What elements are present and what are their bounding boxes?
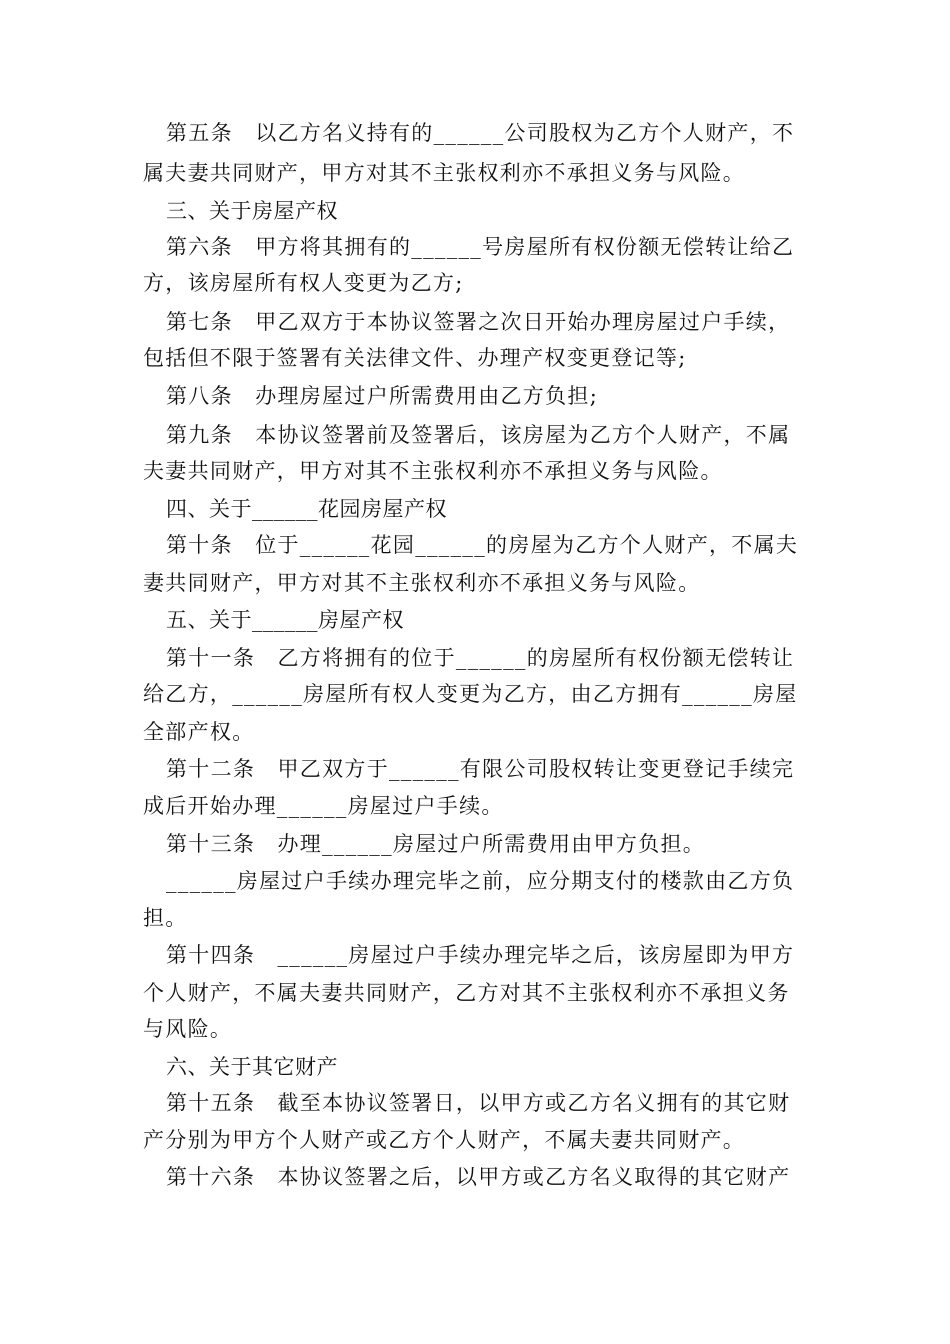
doc-line-article-13: 第十三条 办理______房屋过户所需费用由甲方负担。 xyxy=(166,832,706,856)
doc-line-article-15-cont: 产分别为甲方个人财产或乙方个人财产，不属夫妻共同财产。 xyxy=(143,1128,746,1152)
doc-line-article-7: 第七条 甲乙双方于本协议签署之次日开始办理房屋过户手续， xyxy=(166,310,791,334)
doc-line-article-7-cont: 包括但不限于签署有关法律文件、办理产权变更登记等; xyxy=(143,346,687,370)
doc-line-article-5: 第五条 以乙方名义持有的______公司股权为乙方个人财产，不 xyxy=(166,121,795,145)
doc-line-installment-end: 担。 xyxy=(143,906,188,930)
doc-line-article-14-cont: 个人财产，不属夫妻共同财产，乙方对其不主张权利亦不承担义务 xyxy=(143,981,790,1005)
section-heading-house: 五、关于______房屋产权 xyxy=(166,608,404,632)
doc-line-article-5-cont: 属夫妻共同财产，甲方对其不主张权利亦不承担义务与风险。 xyxy=(143,161,746,185)
doc-line-article-9-cont: 夫妻共同财产，甲方对其不主张权利亦不承担义务与风险。 xyxy=(143,459,723,483)
doc-line-article-12: 第十二条 甲乙双方于______有限公司股权转让变更登记手续完 xyxy=(166,757,795,781)
doc-line-article-10-cont: 妻共同财产，甲方对其不主张权利亦不承担义务与风险。 xyxy=(143,571,701,595)
doc-line-article-14: 第十四条 ______房屋过户手续办理完毕之后，该房屋即为甲方 xyxy=(166,943,795,967)
doc-line-article-16: 第十六条 本协议签署之后，以甲方或乙方名义取得的其它财产 xyxy=(166,1165,791,1189)
doc-line-article-8: 第八条 办理房屋过户所需费用由乙方负担; xyxy=(166,384,599,408)
doc-line-article-12-cont: 成后开始办理______房屋过户手续。 xyxy=(143,794,504,818)
doc-line-installment: ______房屋过户手续办理完毕之前，应分期支付的楼款由乙方负 xyxy=(166,869,795,893)
doc-line-article-15: 第十五条 截至本协议签署日，以甲方或乙方名义拥有的其它财 xyxy=(166,1091,791,1115)
section-heading-house-title: 三、关于房屋产权 xyxy=(166,199,338,223)
doc-line-article-6: 第六条 甲方将其拥有的______号房屋所有权份额无偿转让给乙 xyxy=(166,235,795,259)
doc-line-article-11: 第十一条 乙方将拥有的位于______的房屋所有权份额无偿转让 xyxy=(166,646,795,670)
doc-line-article-6-cont: 方，该房屋所有权人变更为乙方; xyxy=(143,271,464,295)
doc-line-article-14-end: 与风险。 xyxy=(143,1017,233,1041)
doc-line-article-11-end: 全部产权。 xyxy=(143,720,255,744)
section-heading-other-property: 六、关于其它财产 xyxy=(166,1055,338,1079)
section-heading-garden-house: 四、关于______花园房屋产权 xyxy=(166,497,447,521)
doc-line-article-9: 第九条 本协议签署前及签署后，该房屋为乙方个人财产，不属 xyxy=(166,423,791,447)
doc-line-article-11-cont: 给乙方，______房屋所有权人变更为乙方，由乙方拥有______房屋 xyxy=(143,682,798,706)
doc-line-article-10: 第十条 位于______花园______的房屋为乙方个人财产，不属夫 xyxy=(166,533,799,557)
